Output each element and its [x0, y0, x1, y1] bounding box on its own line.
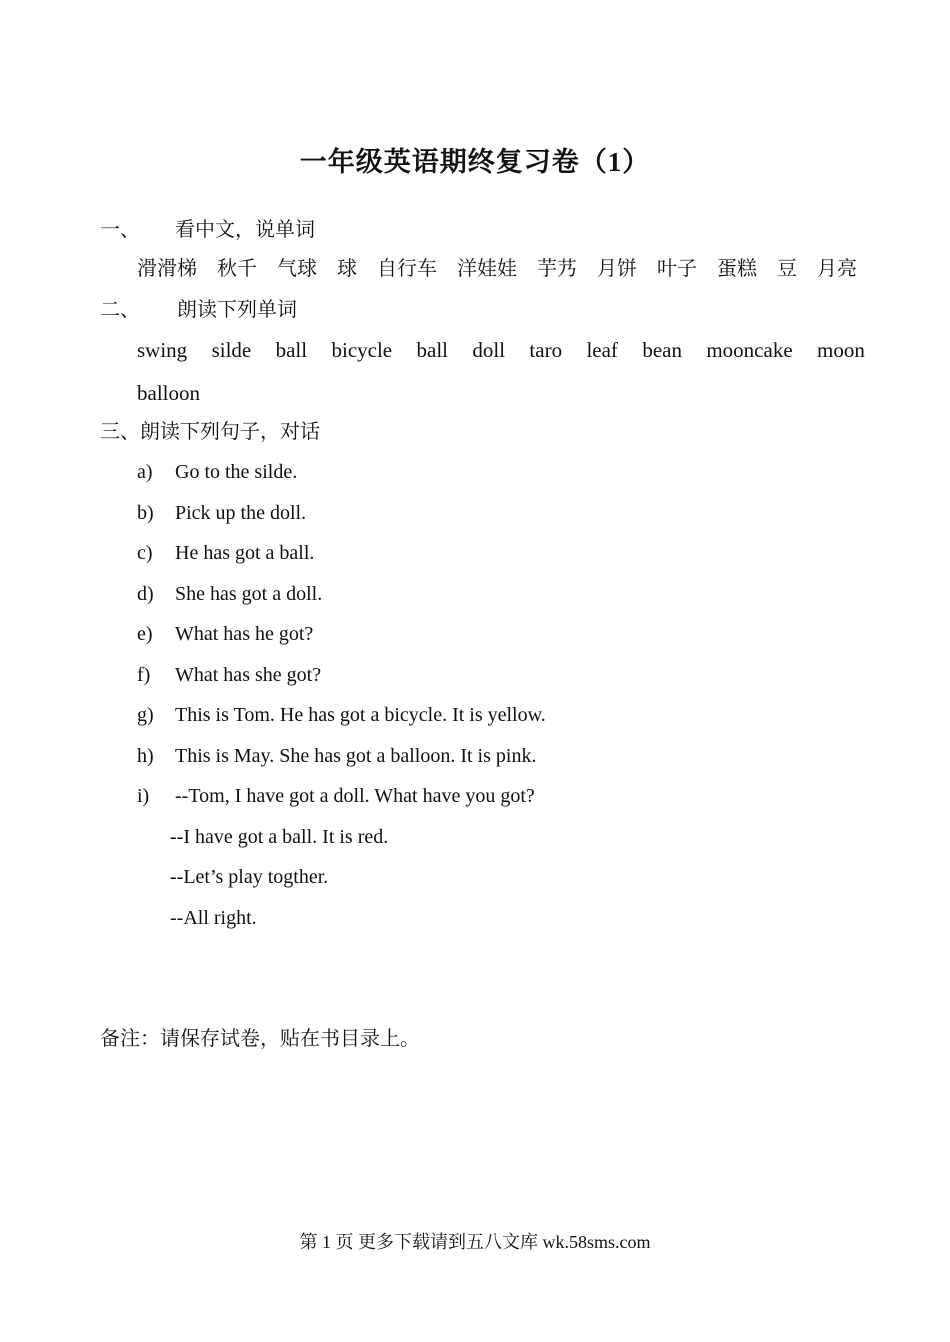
- word-en: balloon: [137, 381, 200, 405]
- sentence-marker: d): [137, 582, 154, 605]
- word-cn: 叶子: [657, 258, 697, 280]
- section-2-number: 二、: [100, 299, 140, 321]
- sentence-marker: c): [137, 542, 153, 564]
- word-cn: 芋艿: [537, 258, 577, 280]
- word-en: bicycle: [331, 338, 393, 362]
- section-3-title: 三、朗读下列句子，对话: [100, 421, 320, 443]
- sentence-text: She has got a doll.: [175, 582, 323, 605]
- section-1-number: 一、: [100, 219, 140, 241]
- word-en: taro: [529, 338, 563, 362]
- sentence-marker: g): [137, 704, 154, 726]
- word-en: mooncake: [706, 338, 793, 362]
- sentence-text: Pick up the doll.: [175, 501, 307, 524]
- sentence-marker: e): [137, 623, 153, 645]
- word-en: swing: [137, 338, 188, 362]
- word-cn: 秋千: [217, 258, 257, 280]
- sentence-marker: a): [137, 461, 153, 483]
- word-cn: 月饼: [597, 258, 637, 280]
- section-1-word-list: [137, 256, 857, 282]
- page-footer: 第 1 页 更多下载请到五八文库 wk.58sms.com: [299, 1232, 651, 1252]
- page-title: 一年级英语期终复习卷（1）: [299, 147, 651, 177]
- dialogue-line: --All right.: [170, 907, 257, 929]
- word-cn: 月亮: [817, 258, 857, 280]
- word-en: bean: [642, 338, 682, 362]
- section-1-title: 看中文，说单词: [175, 219, 315, 241]
- note: 备注：请保存试卷，贴在书目录上。: [100, 1028, 420, 1050]
- word-en: silde: [211, 338, 252, 362]
- dialogue-line: --I have got a ball. It is red.: [170, 826, 389, 848]
- word-en: doll: [472, 338, 506, 362]
- word-cn: 豆: [777, 258, 797, 280]
- word-cn: 洋娃娃: [457, 258, 517, 280]
- word-cn: 自行车: [377, 258, 437, 280]
- word-en: ball: [275, 338, 308, 362]
- dialogue-line: --Let’s play togther.: [170, 866, 329, 888]
- sentence-text: What has she got?: [175, 663, 322, 686]
- sentence-text: This is May. She has got a balloon. It is pink.: [175, 744, 537, 767]
- word-en: leaf: [586, 338, 618, 362]
- word-cn: 蛋糕: [717, 258, 757, 280]
- sentence-text: He has got a ball.: [175, 542, 315, 564]
- sentence-text: Go to the silde.: [175, 461, 298, 483]
- word-cn: 球: [337, 258, 357, 280]
- sentence-text: --Tom, I have got a doll. What have you got?: [175, 785, 535, 807]
- section-2-word-list: [137, 337, 865, 363]
- word-en: ball: [416, 338, 448, 362]
- sentence-text: This is Tom. He has got a bicycle. It is yellow.: [175, 704, 546, 726]
- sentence-marker: f): [137, 663, 151, 686]
- sentence-text: What has he got?: [175, 623, 314, 645]
- sentence-marker: i): [137, 785, 150, 807]
- word-en: moon: [817, 338, 865, 362]
- sentence-marker: h): [137, 744, 154, 767]
- sentence-marker: b): [137, 501, 154, 524]
- word-cn: 气球: [277, 258, 317, 280]
- section-2-title: 朗读下列单词: [177, 299, 297, 321]
- word-cn: 滑滑梯: [137, 258, 197, 280]
